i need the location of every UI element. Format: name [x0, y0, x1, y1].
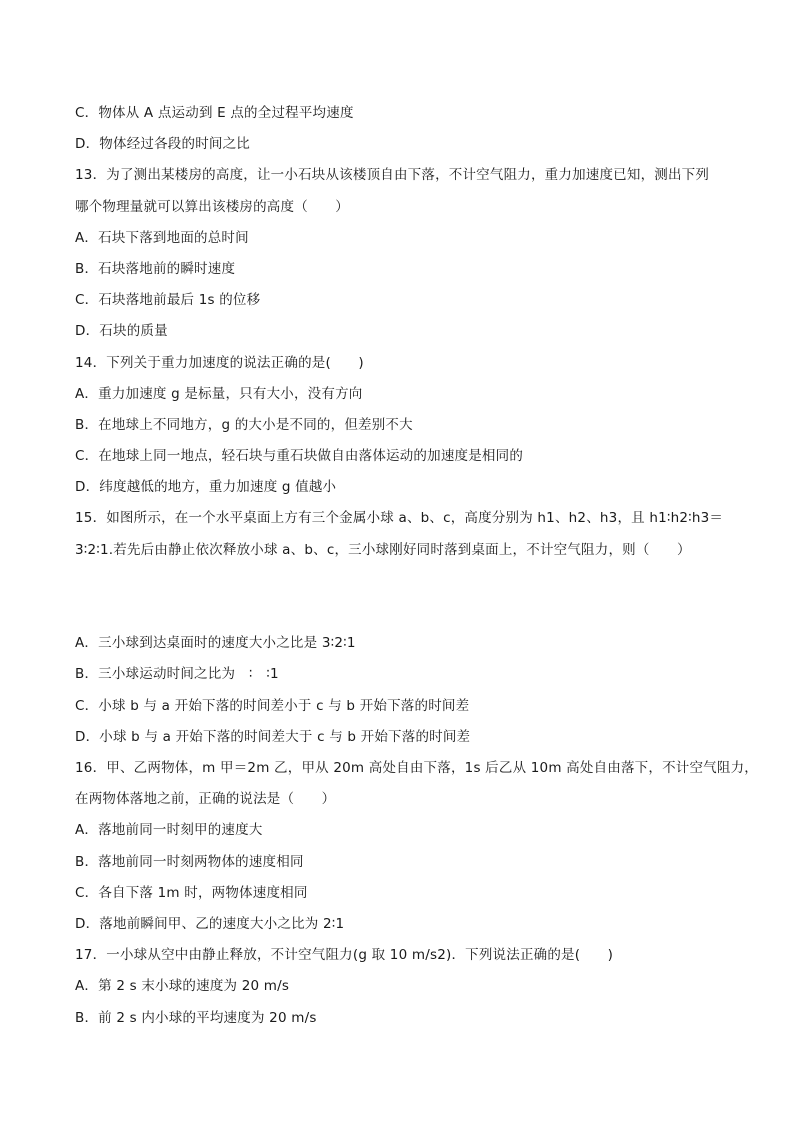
q13-option-d: D．石块的质量	[75, 323, 168, 339]
q13-option-a: A．石块下落到地面的总时间	[75, 230, 249, 246]
q15-option-b: B．三小球运动时间之比为 ∶ ∶1	[75, 666, 279, 682]
q16-stem-line-2: 在两物体落地之前，正确的说法是（ ）	[75, 791, 336, 807]
q13-stem-line-1: 13．为了测出某楼房的高度，让一小石块从该楼顶自由下落，不计空气阻力，重力加速度已知，测出下列	[75, 167, 710, 183]
q12-option-c: C．物体从 A 点运动到 E 点的全过程平均速度	[75, 105, 354, 121]
q14-option-b: B．在地球上不同地方，g 的大小是不同的，但差别不大	[75, 417, 413, 433]
q17-option-a: A．第 2 s 末小球的速度为 20 m/s	[75, 978, 290, 994]
q16-stem-line-1: 16．甲、乙两物体，m 甲＝2m 乙，甲从 20m 高处自由下落，1s 后乙从 10m 高处自由落下，不计空气阻力，	[75, 760, 758, 776]
q15-option-d: D．小球 b 与 a 开始下落的时间差大于 c 与 b 开始下落的时间差	[75, 729, 471, 745]
q14-stem: 14．下列关于重力加速度的说法正确的是( )	[75, 355, 364, 371]
q15-option-c: C．小球 b 与 a 开始下落的时间差小于 c 与 b 开始下落的时间差	[75, 698, 470, 714]
q15-stem-line-1: 15．如图所示，在一个水平桌面上方有三个金属小球 a、b、c，高度分别为 h1、h2、h3，且 h1∶h2∶h3＝	[75, 510, 724, 526]
q15-stem-line-2: 3∶2∶1.若先后由静止依次释放小球 a、b、c，三小球刚好同时落到桌面上，不计空气阻力，则（ ）	[75, 542, 691, 558]
q13-option-b: B．石块落地前的瞬时速度	[75, 261, 236, 277]
q16-option-a: A．落地前同一时刻甲的速度大	[75, 822, 263, 838]
q14-option-d: D．纬度越低的地方，重力加速度 g 值越小	[75, 479, 337, 495]
q14-option-a: A．重力加速度 g 是标量，只有大小，没有方向	[75, 386, 363, 402]
q17-option-b: B．前 2 s 内小球的平均速度为 20 m/s	[75, 1010, 317, 1026]
q16-option-b: B．落地前同一时刻两物体的速度相同	[75, 854, 304, 870]
q16-option-d: D．落地前瞬间甲、乙的速度大小之比为 2∶1	[75, 916, 345, 932]
q13-option-c: C．石块落地前最后 1s 的位移	[75, 292, 261, 308]
q17-stem: 17．一小球从空中由静止释放，不计空气阻力(g 取 10 m/s2)．下列说法正确的是( )	[75, 947, 614, 963]
q13-stem-line-2: 哪个物理量就可以算出该楼房的高度（ ）	[75, 199, 349, 215]
q15-option-a: A．三小球到达桌面时的速度大小之比是 3∶2∶1	[75, 635, 356, 651]
q12-option-d: D．物体经过各段的时间之比	[75, 136, 250, 152]
q14-option-c: C．在地球上同一地点，轻石块与重石块做自由落体运动的加速度是相同的	[75, 448, 524, 464]
q16-option-c: C．各自下落 1m 时，两物体速度相同	[75, 885, 308, 901]
